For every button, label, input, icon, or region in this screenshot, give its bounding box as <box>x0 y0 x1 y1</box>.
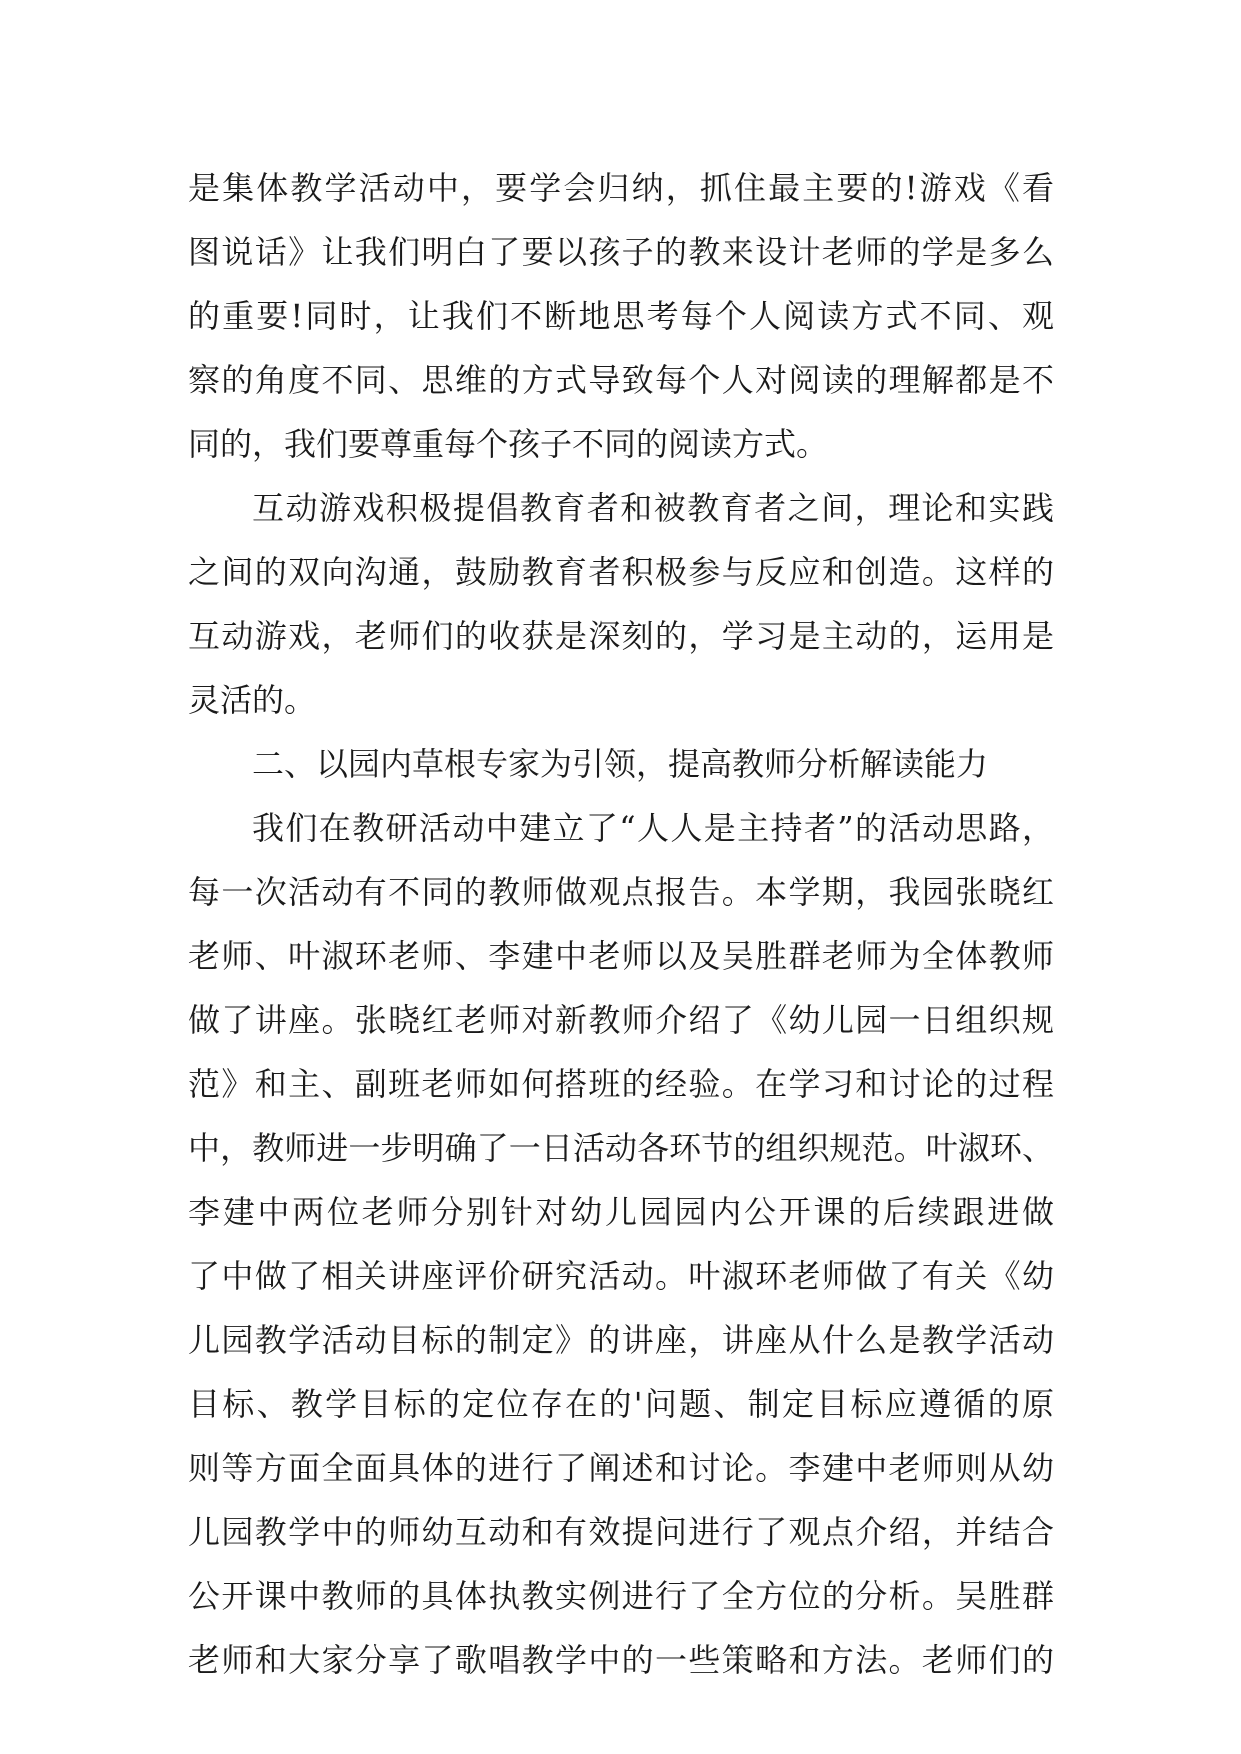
text-line: 察的角度不同、思维的方式导致每个人对阅读的理解都是不 <box>188 361 1054 399</box>
text-line: 中，教师进一步明确了一日活动各环节的组织规范。叶淑环、 <box>188 1129 1054 1167</box>
text-line: 互动游戏积极提倡教育者和被教育者之间，理论和实践 <box>252 489 1054 527</box>
text-line: 互动游戏，老师们的收获是深刻的，学习是主动的，运用是 <box>188 617 1054 655</box>
text-line: 图说话》让我们明白了要以孩子的教来设计老师的学是多么 <box>188 233 1054 271</box>
text-line: 公开课中教师的具体执教实例进行了全方位的分析。吴胜群 <box>188 1577 1054 1615</box>
text-line: 则等方面全面具体的进行了阐述和讨论。李建中老师则从幼 <box>188 1449 1054 1487</box>
text-line: 我们在教研活动中建立了“人人是主持者”的活动思路， <box>252 809 1054 847</box>
document-body <box>188 156 1054 1692</box>
text-line: 灵活的。 <box>188 681 317 719</box>
text-line: 同的，我们要尊重每个孩子不同的阅读方式。 <box>188 425 829 463</box>
text-line: 的重要!同时，让我们不断地思考每个人阅读方式不同、观 <box>188 297 1054 335</box>
text-line: 儿园教学中的师幼互动和有效提问进行了观点介绍，并结合 <box>188 1513 1054 1551</box>
text-line: 老师、叶淑环老师、李建中老师以及吴胜群老师为全体教师 <box>188 937 1054 975</box>
text-line: 李建中两位老师分别针对幼儿园园内公开课的后续跟进做 <box>188 1193 1054 1231</box>
text-line: 做了讲座。张晓红老师对新教师介绍了《幼儿园一日组织规 <box>188 1001 1054 1039</box>
text-line: 每一次活动有不同的教师做观点报告。本学期，我园张晓红 <box>188 873 1054 911</box>
text-line: 二、以园内草根专家为引领，提高教师分析解读能力 <box>252 745 989 783</box>
text-line: 了中做了相关讲座评价研究活动。叶淑环老师做了有关《幼 <box>188 1257 1054 1295</box>
text-line: 范》和主、副班老师如何搭班的经验。在学习和讨论的过程 <box>188 1065 1054 1103</box>
text-line: 老师和大家分享了歌唱教学中的一些策略和方法。老师们的 <box>188 1641 1054 1679</box>
text-line: 之间的双向沟通，鼓励教育者积极参与反应和创造。这样的 <box>188 553 1054 591</box>
text-line: 是集体教学活动中，要学会归纳，抓住最主要的!游戏《看 <box>188 169 1054 207</box>
text-line: 儿园教学活动目标的制定》的讲座，讲座从什么是教学活动 <box>188 1321 1054 1359</box>
text-line: 目标、教学目标的定位存在的'问题、制定目标应遵循的原 <box>188 1385 1054 1423</box>
